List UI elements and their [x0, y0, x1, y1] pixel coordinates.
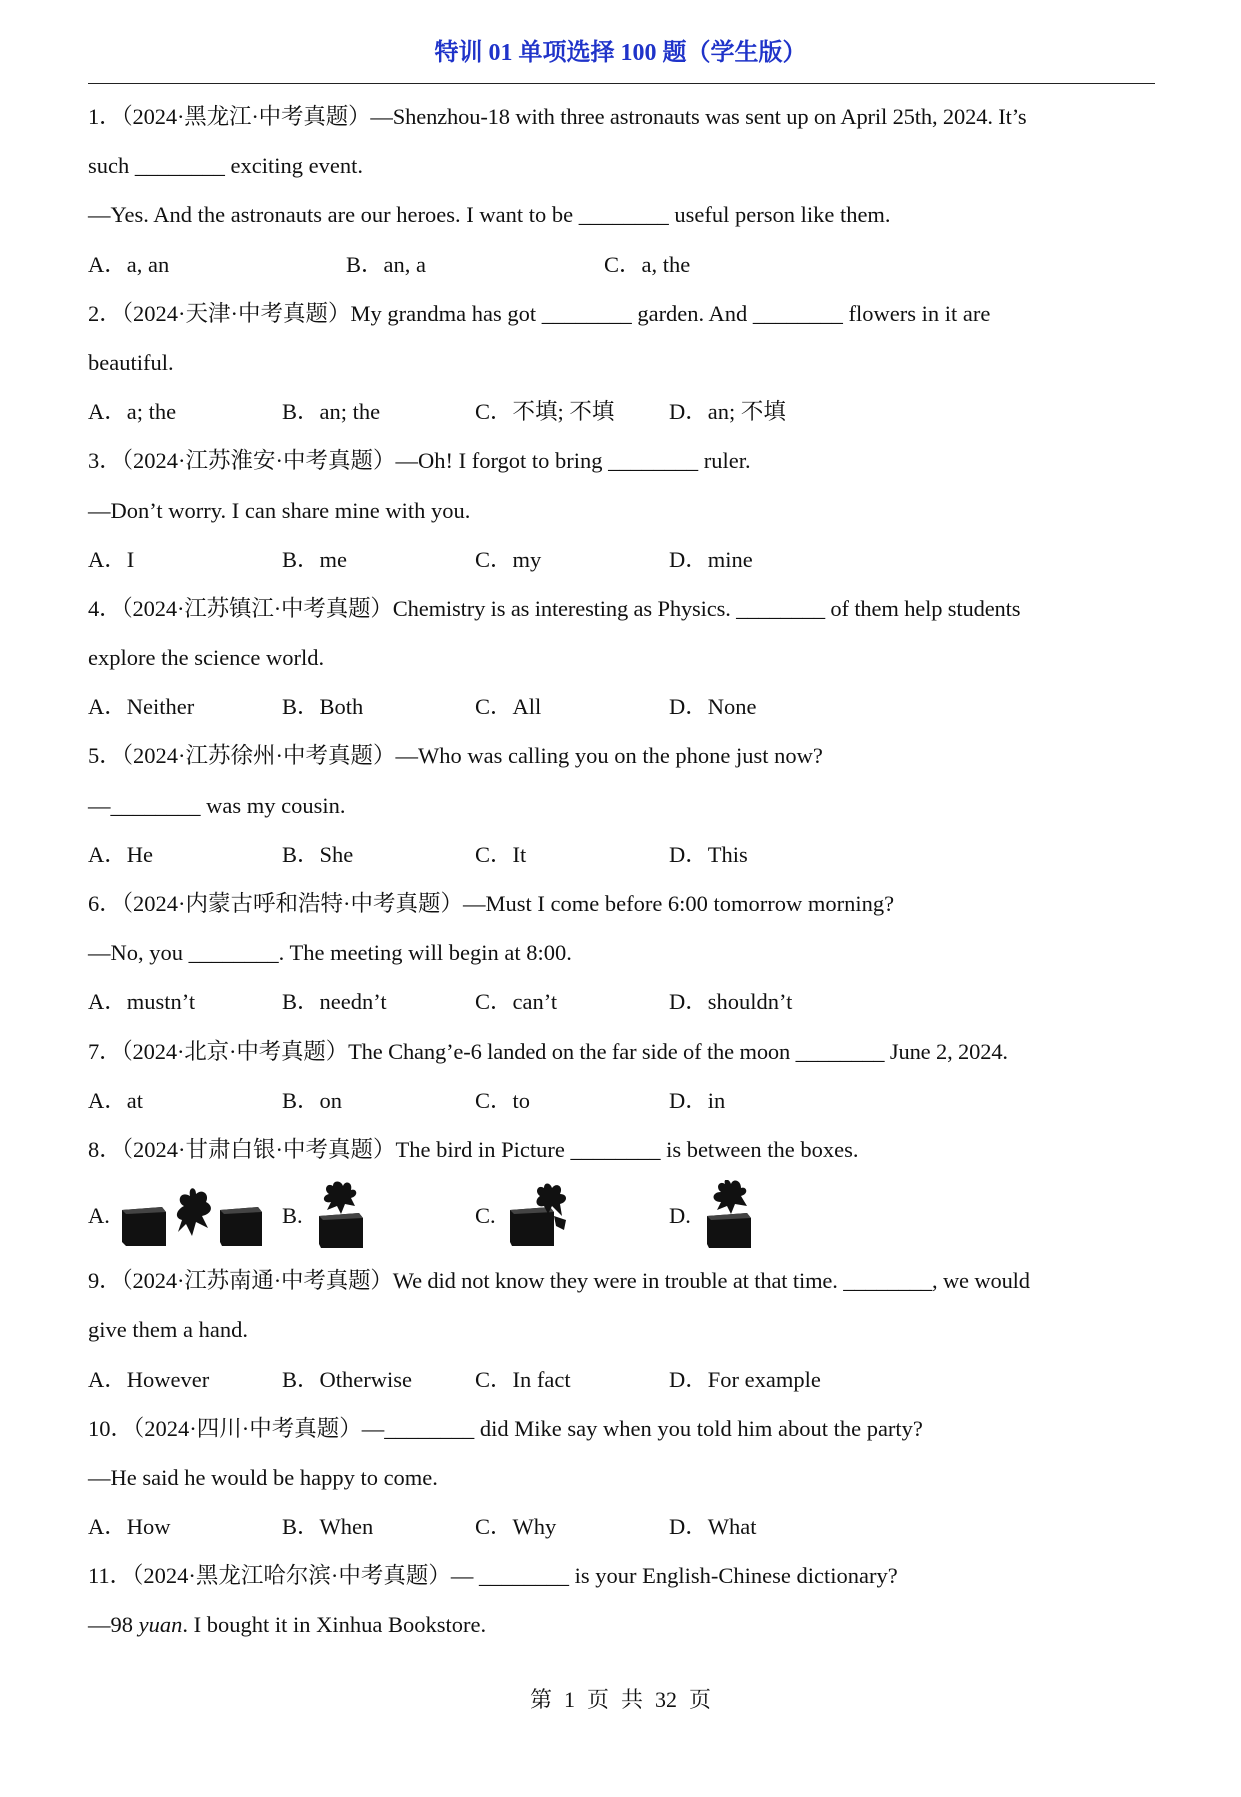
question-9-option-d[interactable]: D．For example	[669, 1366, 821, 1392]
question-8-option-a[interactable]	[88, 1174, 268, 1256]
question-8-option-d[interactable]	[669, 1174, 759, 1256]
question-3-option-a[interactable]: A．I	[88, 546, 135, 572]
question-5-option-d[interactable]: D．This	[669, 841, 748, 867]
question-3-line-2: —Don’t worry. I can share mine with you.	[88, 497, 471, 523]
question-5-options	[88, 830, 1155, 879]
question-9-options	[88, 1355, 1155, 1404]
question-10-line-1: 10．（2024·四川·中考真题）—________ did Mike say when you told him about the party?	[88, 1415, 923, 1441]
question-1-options	[88, 240, 1155, 289]
footer-page-word: 第	[529, 1687, 552, 1712]
question-5-option-a[interactable]: A．He	[88, 841, 153, 867]
question-6-option-c[interactable]: C．can’t	[475, 989, 558, 1015]
question-4-options	[88, 682, 1155, 731]
question-9-option-c[interactable]: C．In fact	[475, 1366, 571, 1392]
question-1-option-c[interactable]: C．a, the	[604, 251, 691, 277]
question-2-line-1: 2．（2024·天津·中考真题）My grandma has got ________ garden. And ________ flowers in it are	[88, 300, 991, 326]
question-4-option-d[interactable]: D．None	[669, 694, 757, 720]
question-10-options	[88, 1502, 1155, 1551]
question-8-option-a-label: A.	[88, 1202, 110, 1228]
question-1-line-1: 1．（2024·黑龙江·中考真题）—Shenzhou-18 with three astronauts was sent up on April 25th, 2024. It’s	[88, 104, 1027, 129]
question-3-option-b[interactable]: B．me	[282, 546, 347, 572]
question-10-option-c[interactable]: C．Why	[475, 1514, 557, 1540]
question-2-option-d[interactable]: D．an; 不填	[669, 399, 786, 425]
question-1-option-b[interactable]: B．an, a	[346, 251, 426, 277]
question-10-option-d[interactable]: D．What	[669, 1514, 757, 1540]
question-10-line-2: —He said he would be happy to come.	[88, 1464, 438, 1490]
question-11-line-2	[88, 1600, 1155, 1649]
page-footer	[0, 1683, 1241, 1714]
question-3-options	[88, 535, 1155, 584]
question-8-option-c-label: C.	[475, 1202, 496, 1228]
question-2-option-a[interactable]: A．a; the	[88, 399, 177, 425]
footer-page-word-3: 页	[689, 1687, 712, 1712]
question-9-option-a[interactable]: A．However	[88, 1366, 210, 1392]
question-10-option-b[interactable]: B．When	[282, 1514, 374, 1540]
bird-on-box-picture	[311, 1180, 371, 1250]
question-6-line-1: 6．（2024·内蒙古呼和浩特·中考真题）—Must I come before 6:00 tomorrow morning?	[88, 891, 895, 916]
question-2-option-b[interactable]: B．an; the	[282, 399, 381, 425]
question-6-option-d[interactable]: D．shouldn’t	[669, 989, 793, 1015]
question-5-line-1: 5．（2024·江苏徐州·中考真题）—Who was calling you on the phone just now?	[88, 743, 823, 769]
bird-behind-box-picture	[504, 1180, 574, 1250]
question-4-line-1: 4．（2024·江苏镇江·中考真题）Chemistry is as interesting as Physics. ________ of them help students	[88, 595, 1021, 621]
question-8-option-c[interactable]	[475, 1174, 574, 1256]
question-7-options	[88, 1076, 1155, 1125]
question-4-option-c[interactable]: C．All	[475, 694, 542, 720]
question-6-option-b[interactable]: B．needn’t	[282, 989, 387, 1015]
question-10-option-a[interactable]: A．How	[88, 1514, 171, 1540]
question-8-line-1: 8．（2024·甘肃白银·中考真题）The bird in Picture ________ is between the boxes.	[88, 1136, 859, 1162]
question-9-line-2: give them a hand.	[88, 1317, 248, 1343]
header-divider	[88, 83, 1155, 84]
question-7-option-a[interactable]: A．at	[88, 1087, 143, 1113]
question-7-line-1: 7．（2024·北京·中考真题）The Chang’e-6 landed on the far side of the moon ________ June 2, 2024.	[88, 1038, 1008, 1064]
question-2-line-2: beautiful.	[88, 349, 174, 375]
question-6-options	[88, 977, 1155, 1026]
footer-total-word: 共	[621, 1687, 644, 1712]
footer-total-number: 32	[655, 1687, 678, 1712]
bird-on-box-picture	[699, 1180, 759, 1250]
question-8-option-d-label: D.	[669, 1202, 691, 1228]
question-4-option-a[interactable]: A．Neither	[88, 694, 195, 720]
question-7-option-d[interactable]: D．in	[669, 1087, 726, 1113]
question-6-line-2: —No, you ________. The meeting will begin at 8:00.	[88, 940, 572, 966]
question-9-line-1: 9．（2024·江苏南通·中考真题）We did not know they were in trouble at that time. ________, we would	[88, 1268, 1030, 1294]
question-7-option-c[interactable]: C．to	[475, 1087, 531, 1113]
footer-page-number: 1	[563, 1687, 575, 1712]
question-11-line-1: 11．（2024·黑龙江哈尔滨·中考真题）— ________ is your English-Chinese dictionary?	[88, 1563, 898, 1589]
question-2-option-c[interactable]: C．不填; 不填	[475, 399, 615, 425]
question-5-line-2: —________ was my cousin.	[88, 792, 346, 818]
bird-between-boxes-picture	[118, 1180, 268, 1250]
question-2-options	[88, 387, 1155, 436]
footer-page-word-2: 页	[586, 1687, 609, 1712]
question-3-line-1: 3．（2024·江苏淮安·中考真题）—Oh! I forgot to bring ________ ruler.	[88, 448, 751, 474]
question-4-option-b[interactable]: B．Both	[282, 694, 364, 720]
question-11-line-2-emphasis: yuan	[138, 1612, 183, 1638]
question-3-option-c[interactable]: C．my	[475, 546, 542, 572]
question-11-line-2-prefix: —98	[88, 1612, 139, 1638]
question-1-line-2: such ________ exciting event.	[88, 153, 363, 179]
question-8-option-b[interactable]	[282, 1174, 371, 1256]
question-8-options	[88, 1174, 1155, 1256]
question-7-option-b[interactable]: B．on	[282, 1087, 343, 1113]
question-11-line-2-suffix: . I bought it in Xinhua Bookstore.	[182, 1612, 487, 1638]
question-5-option-c[interactable]: C．It	[475, 841, 527, 867]
question-1-line-3: —Yes. And the astronauts are our heroes. I want to be ________ useful person like them.	[88, 202, 891, 228]
question-8-option-b-label: B.	[282, 1202, 303, 1228]
question-9-option-b[interactable]: B．Otherwise	[282, 1366, 412, 1392]
question-list	[88, 92, 1155, 1650]
question-1-option-a[interactable]: A．a, an	[88, 251, 170, 277]
question-6-option-a[interactable]: A．mustn’t	[88, 989, 196, 1015]
question-4-line-2: explore the science world.	[88, 645, 325, 671]
question-5-option-b[interactable]: B．She	[282, 841, 354, 867]
question-3-option-d[interactable]: D．mine	[669, 546, 753, 572]
document-title: 特训 01 单项选择 100 题（学生版）	[434, 40, 807, 66]
